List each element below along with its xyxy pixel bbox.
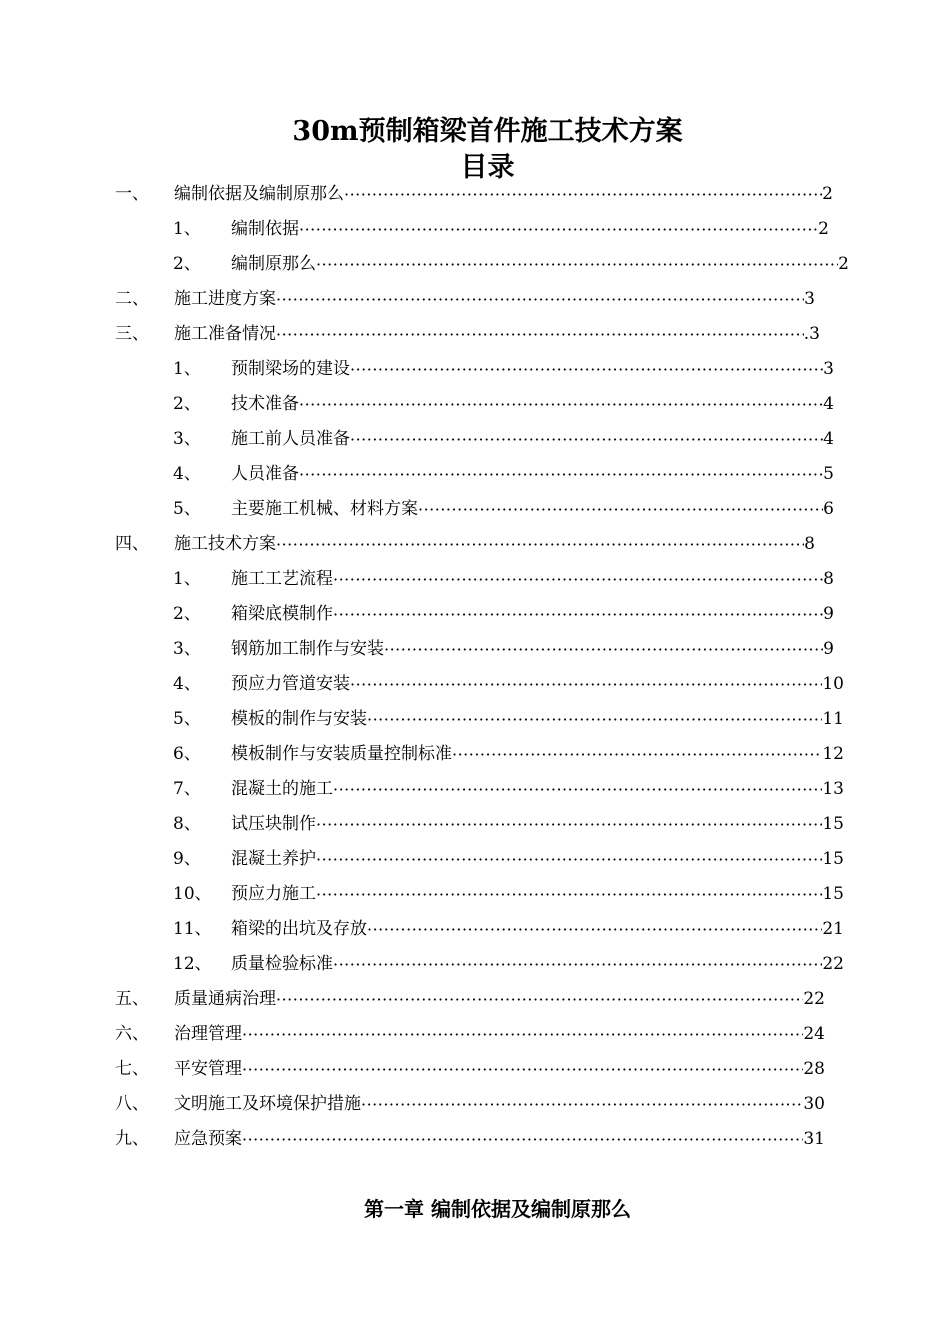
toc-entry-title: 箱梁底模制作 — [231, 604, 333, 624]
toc-entry[interactable] — [173, 422, 834, 457]
toc-dot-leader — [333, 597, 823, 632]
toc-entry-page: 9 — [823, 639, 834, 659]
toc-entry-title: 人员准备 — [231, 464, 299, 484]
toc-entry-page: 13 — [822, 779, 844, 799]
toc-dot-leader — [276, 982, 803, 1017]
toc-entry-page: 10 — [822, 674, 844, 694]
toc-entry-title: 试压块制作 — [231, 814, 316, 834]
toc-entry-title: 模板制作与安装质量控制标准 — [231, 744, 452, 764]
toc-entry-number: 10、 — [173, 884, 212, 904]
toc-entry-title: 编制依据 — [231, 219, 299, 239]
toc-entry-number: 3、 — [173, 639, 201, 659]
toc-entry-number: 1、 — [173, 219, 201, 239]
toc-entry-number: 1、 — [173, 569, 201, 589]
toc-dot-leader — [418, 492, 823, 527]
toc-entry-page: 3 — [823, 359, 834, 379]
toc-entry[interactable] — [115, 1017, 825, 1052]
toc-entry-number: 9、 — [173, 849, 201, 869]
toc-entry-page: 24 — [803, 1024, 825, 1044]
toc-dot-leader — [316, 877, 822, 912]
toc-entry-page: 15 — [822, 814, 844, 834]
toc-entry[interactable] — [173, 457, 834, 492]
toc-entry[interactable] — [115, 317, 820, 352]
chapter-title: 第一章 编制依据及编制原那么 — [364, 1197, 631, 1221]
toc-entry[interactable] — [173, 632, 834, 667]
toc-entry-page: 2 — [818, 219, 829, 239]
toc-entry-page: 30 — [803, 1094, 825, 1114]
toc-entry[interactable] — [173, 667, 844, 702]
toc-entry[interactable] — [173, 877, 844, 912]
toc-entry[interactable] — [115, 282, 815, 317]
toc-entry-title: 文明施工及环境保护措施 — [174, 1094, 361, 1114]
toc-entry-number: 五、 — [115, 989, 149, 1009]
toc-entry-title: 模板的制作与安装 — [231, 709, 367, 729]
toc-dot-leader — [242, 1052, 803, 1087]
toc-dot-leader — [316, 247, 838, 282]
toc-entry-number: 六、 — [115, 1024, 149, 1044]
toc-entry-title: 箱梁的出坑及存放 — [231, 919, 367, 939]
toc-entry-number: 7、 — [173, 779, 201, 799]
toc-dot-leader — [242, 1122, 803, 1157]
toc-entry-title: 技术准备 — [231, 394, 299, 414]
toc-dot-leader — [276, 282, 804, 317]
toc-dot-leader — [242, 1017, 803, 1052]
toc-entry-number: 3、 — [173, 429, 201, 449]
toc-entry[interactable] — [173, 737, 844, 772]
toc-entry-number: 2、 — [173, 604, 201, 624]
toc-entry-number: 四、 — [115, 534, 149, 554]
toc-entry-page: 21 — [822, 919, 844, 939]
toc-entry-title: 质量检验标准 — [231, 954, 333, 974]
toc-entry[interactable] — [115, 1052, 825, 1087]
toc-dot-leader — [299, 212, 818, 247]
toc-entry-number: 12、 — [173, 954, 212, 974]
toc-entry-page: 2 — [838, 254, 849, 274]
toc-entry-number: 5、 — [173, 709, 201, 729]
document-title: 30m预制箱梁首件施工技术方案 — [292, 116, 683, 147]
toc-entry-number: 4、 — [173, 464, 201, 484]
toc-entry[interactable] — [173, 492, 834, 527]
toc-entry-page: 15 — [822, 849, 844, 869]
toc-entry[interactable] — [173, 212, 829, 247]
toc-entry-page: 31 — [803, 1129, 825, 1149]
toc-dot-leader — [367, 702, 822, 737]
toc-dot-leader — [299, 387, 823, 422]
toc-entry-page: 8 — [823, 569, 834, 589]
toc-entry-number: 5、 — [173, 499, 201, 519]
toc-dot-leader — [452, 737, 822, 772]
toc-dot-leader — [316, 842, 822, 877]
toc-dot-leader — [333, 562, 823, 597]
toc-entry-title: 施工工艺流程 — [231, 569, 333, 589]
toc-entry-title: 钢筋加工制作与安装 — [231, 639, 384, 659]
toc-entry-number: 三、 — [115, 324, 149, 344]
toc-entry-page: 2 — [822, 184, 833, 204]
toc-entry[interactable] — [115, 527, 815, 562]
toc-dot-leader — [276, 527, 804, 562]
toc-entry-title: 治理管理 — [174, 1024, 242, 1044]
toc-entry-page: 8 — [804, 534, 815, 554]
toc-entry-page: 5 — [823, 464, 834, 484]
toc-entry-number: 二、 — [115, 289, 149, 309]
toc-dot-leader — [333, 772, 822, 807]
toc-entry-title: 预制梁场的建设 — [231, 359, 350, 379]
toc-entry[interactable] — [173, 597, 834, 632]
toc-entry-number: 七、 — [115, 1059, 149, 1079]
toc-dot-leader — [344, 177, 822, 212]
toc-entry[interactable] — [173, 772, 844, 807]
toc-entry-page: 22 — [803, 989, 825, 1009]
toc-entry-page: 11 — [822, 709, 844, 729]
toc-entry[interactable] — [173, 352, 834, 387]
toc-entry-number: 2、 — [173, 394, 201, 414]
toc-entry-title: 主要施工机械、材料方案 — [231, 499, 418, 519]
toc-entry-title: 施工技术方案 — [174, 534, 276, 554]
toc-entry-title: 质量通病治理 — [174, 989, 276, 1009]
toc-entry-page: 6 — [823, 499, 834, 519]
toc-entry-title: 施工准备情况 — [174, 324, 276, 344]
toc-entry[interactable] — [173, 807, 844, 842]
toc-entry-title: 施工前人员准备 — [231, 429, 350, 449]
toc-entry-page: 4 — [823, 394, 834, 414]
toc-entry[interactable] — [173, 562, 834, 597]
toc-entry-title: 平安管理 — [174, 1059, 242, 1079]
toc-entry-page: 22 — [822, 954, 844, 974]
toc-entry-title: 混凝土的施工 — [231, 779, 333, 799]
toc-dot-leader — [384, 632, 823, 667]
toc-entry-page: 4 — [823, 429, 834, 449]
toc-entry-number: 九、 — [115, 1129, 149, 1149]
toc-entry-page: 12 — [822, 744, 844, 764]
toc-dot-leader — [276, 317, 804, 352]
toc-entry-page: 3 — [804, 289, 815, 309]
toc-entry-title: 预应力管道安装 — [231, 674, 350, 694]
toc-entry-title: 施工进度方案 — [174, 289, 276, 309]
toc-entry-number: 8、 — [173, 814, 201, 834]
toc-entry[interactable] — [173, 912, 844, 947]
toc-dot-leader — [350, 352, 823, 387]
toc-dot-leader — [333, 947, 822, 982]
toc-dot-leader — [299, 457, 823, 492]
toc-dot-leader — [367, 912, 822, 947]
toc-dot-leader — [350, 667, 822, 702]
toc-entry-page: 28 — [803, 1059, 825, 1079]
toc-entry[interactable] — [115, 177, 833, 212]
toc-entry[interactable] — [173, 247, 849, 282]
toc-entry[interactable] — [173, 702, 844, 737]
toc-entry-page: .3 — [803, 324, 820, 344]
toc-entry[interactable] — [115, 982, 825, 1017]
toc-entry-title: 预应力施工 — [231, 884, 316, 904]
toc-entry-title: 混凝土养护 — [231, 849, 316, 869]
toc-entry-number: 11、 — [173, 919, 212, 939]
toc-dot-leader — [316, 807, 822, 842]
toc-entry-number: 6、 — [173, 744, 201, 764]
toc-dot-leader — [350, 422, 823, 457]
toc-entry[interactable] — [173, 947, 844, 982]
toc-entry-number: 4、 — [173, 674, 201, 694]
toc-entry-number: 一、 — [115, 184, 149, 204]
toc-entry[interactable] — [173, 842, 844, 877]
toc-entry-number: 2、 — [173, 254, 201, 274]
toc-entry-number: 八、 — [115, 1094, 149, 1114]
toc-entry-number: 1、 — [173, 359, 201, 379]
toc-entry-page: 15 — [822, 884, 844, 904]
toc-entry-title: 编制原那么 — [231, 254, 316, 274]
toc-entry-title: 编制依据及编制原那么 — [174, 184, 344, 204]
toc-entry[interactable] — [115, 1122, 825, 1157]
toc-entry[interactable] — [173, 387, 834, 422]
toc-dot-leader — [361, 1087, 803, 1122]
toc-entry-page: 9 — [823, 604, 834, 624]
toc-entry[interactable] — [115, 1087, 825, 1122]
toc-entry-title: 应急预案 — [174, 1129, 242, 1149]
toc-heading: 目录 — [460, 152, 515, 183]
